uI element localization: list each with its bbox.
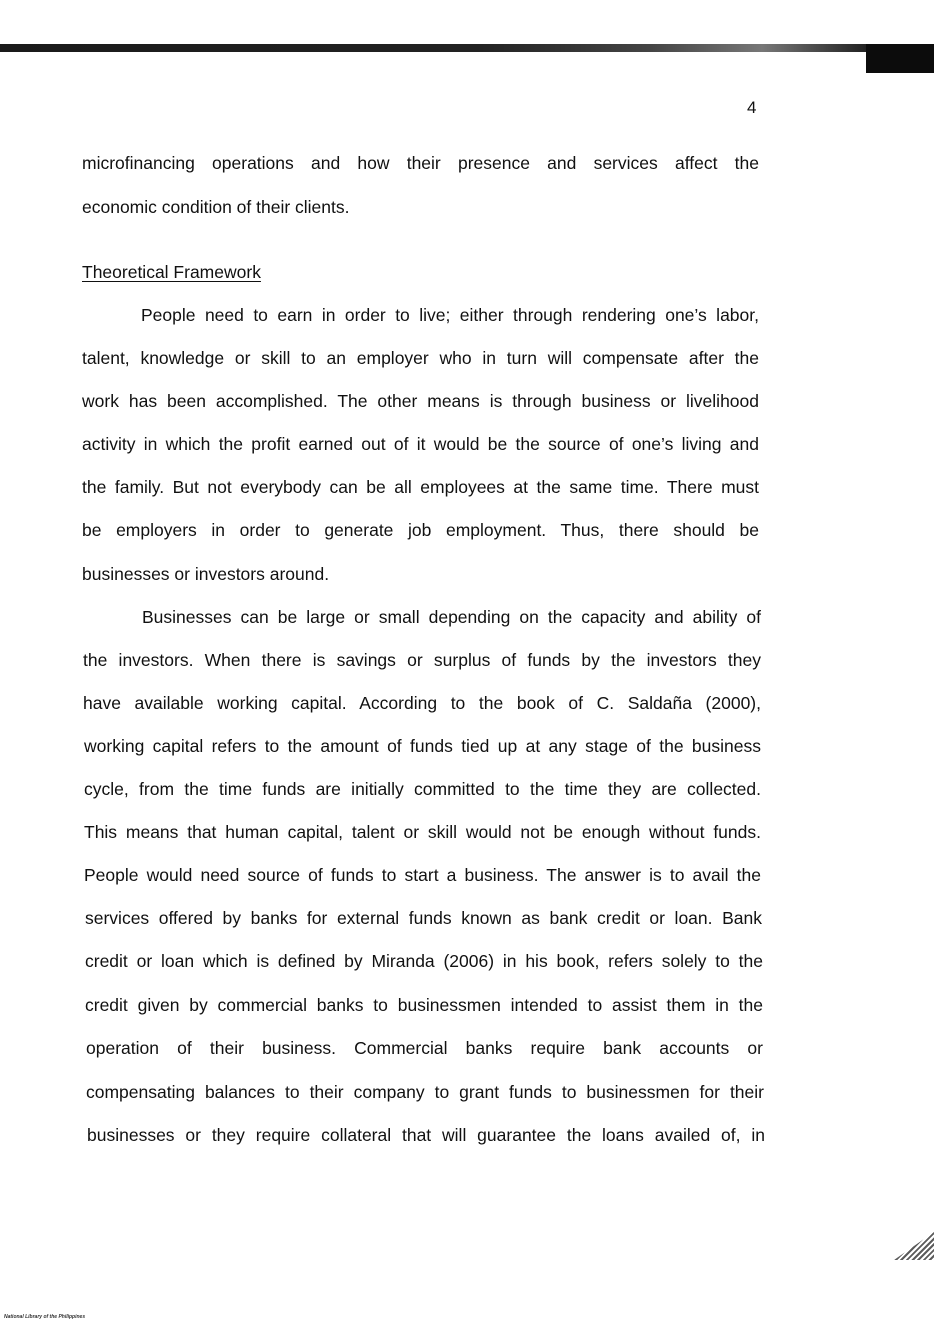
paragraph-line: have available working capital. According to the book of C. Saldaña (2000),	[83, 693, 761, 713]
scan-artifact-mark	[894, 1232, 934, 1260]
paragraph-line: People need to earn in order to live; either through rendering one’s labor,	[141, 305, 759, 325]
paragraph-line: services offered by banks for external funds known as bank credit or loan. Bank	[85, 908, 762, 928]
paragraph-line: the family. But not everybody can be all employees at the same time. There must	[82, 477, 759, 497]
library-stamp: National Library of the Philippines	[4, 1314, 86, 1320]
paragraph-line: be employers in order to generate job employment. Thus, there should be	[82, 520, 759, 540]
paragraph-line: credit or loan which is defined by Miranda (2006) in his book, refers solely to the	[85, 951, 763, 971]
paragraph-line: credit given by commercial banks to businessmen intended to assist them in the	[85, 995, 763, 1015]
paragraph-line: operation of their business. Commercial banks require bank accounts or	[86, 1038, 763, 1058]
section-heading: Theoretical Framework	[82, 262, 261, 282]
paragraph-line: working capital refers to the amount of funds tied up at any stage of the business	[84, 736, 761, 756]
paragraph-line: activity in which the profit earned out of it would be the source of one’s living and	[82, 434, 759, 454]
paragraph-line: businesses or they require collateral that will guarantee the loans availed of, in	[87, 1125, 765, 1145]
paragraph-line: talent, knowledge or skill to an employer who in turn will compensate after the	[82, 348, 759, 368]
paragraph-line: the investors. When there is savings or surplus of funds by the investors they	[83, 650, 761, 670]
paragraph-line: businesses or investors around.	[82, 564, 330, 584]
paragraph-line: work has been accomplished. The other means is through business or livelihood	[82, 391, 759, 411]
intro-line: microfinancing operations and how their presence and services affect the	[82, 153, 759, 173]
paragraph-line: cycle, from the time funds are initially committed to the time they are collected.	[84, 779, 761, 799]
paragraph-line: Businesses can be large or small depending on the capacity and ability of	[142, 607, 761, 627]
intro-line: economic condition of their clients.	[82, 197, 350, 217]
page-number: 4	[747, 98, 757, 117]
scan-border-corner	[866, 44, 934, 73]
scan-border-top	[0, 44, 866, 52]
paragraph-line: This means that human capital, talent or skill would not be enough without funds.	[84, 822, 761, 842]
paragraph-line: People would need source of funds to start a business. The answer is to avail the	[84, 865, 761, 885]
paragraph-line: compensating balances to their company to grant funds to businessmen for their	[86, 1082, 764, 1102]
